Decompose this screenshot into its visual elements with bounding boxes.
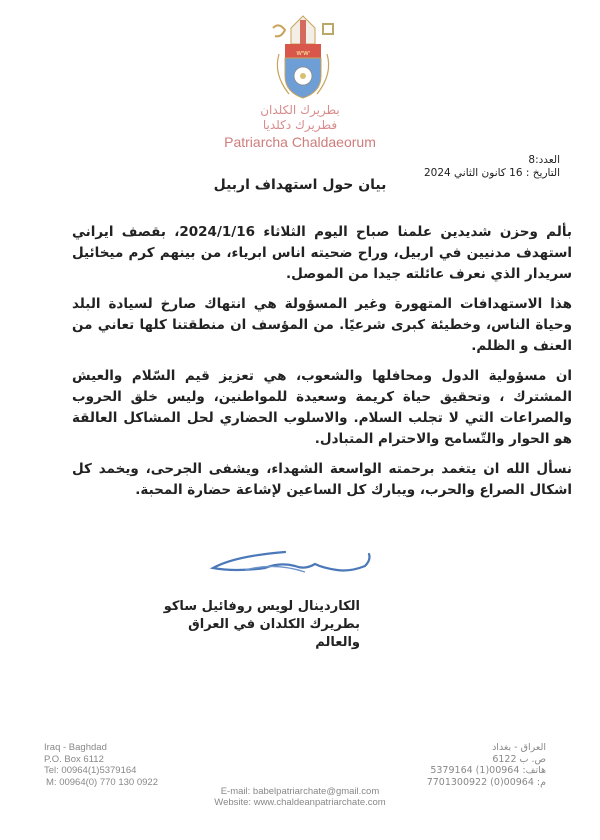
footer-address-english xyxy=(44,742,158,788)
patriarchate-crest-logo xyxy=(265,14,341,104)
footer-pobox: P.O. Box 6112 xyxy=(44,753,104,765)
letterhead-arabic-line1: بطريرك الكلدان xyxy=(260,103,340,117)
footer-mobile: M: 00964(0) 770 130 0922 xyxy=(46,776,158,788)
document-date: التاريخ : 16 كانون الثاني 2024 xyxy=(423,167,560,179)
footer-tel-ar: هاتف: 00964(1) 5379164 xyxy=(430,765,546,776)
footer-mobile-ar: م: 00964(0) 7701300922 xyxy=(426,776,546,788)
document-body xyxy=(72,222,572,510)
paragraph: نسأل الله ان يتغمد برحمته الواسعة الشهداء، ويشفى الجرحى، ويخمد كل اشكال الصراع والحرب، ويبارك كل الساعين لإشاعة حضارة المحبة. xyxy=(72,461,572,498)
paragraph: بألم وحزن شديدين علمنا صباح اليوم الثلاثاء 2024/1/16، بقصف ايراني استهدف مدنيين في اربيل، وراح ضحيته اناس ابرياء، من بينهم كرم ميخائيل سريدار الذي نعرف عائلته جيدا من الموصل. xyxy=(72,224,572,282)
document-number: العدد:8 xyxy=(528,154,560,166)
footer-website: Website: www.chaldeanpatriarchate.com xyxy=(214,797,386,808)
letterhead-latin-name: Patriarcha Chaldaeorum xyxy=(224,134,376,150)
footer-city-ar: العراق - بغداد xyxy=(492,742,546,753)
paragraph: ان مسؤولية الدول ومحافلها والشعوب، هي تعزيز قيم السّلام والعيش المشترك ، وتحقيق حياة كريمة وسعيدة للمواطنين، وليس خلق الحروب والصراعات التي لا تجلب السلام. والاسلوب الحضاري لحل المشاكل العالقة هو الحوار والتّسامح والاحترام المتبادل. xyxy=(72,368,572,447)
signer-title: بطريرك الكلدان في العراق والعالم xyxy=(188,617,360,650)
letterhead-arabic-line2: فطريرك دكلديا xyxy=(262,118,338,132)
handwritten-signature xyxy=(205,548,380,578)
footer-address-arabic xyxy=(427,742,546,788)
signer-name: الكاردينال لويس روفائيل ساكو xyxy=(163,599,360,614)
footer-city: Iraq - Baghdad xyxy=(44,742,107,753)
document-title: بيان حول استهداف اربيل xyxy=(213,177,387,193)
svg-text:ⱳⱳ: ⱳⱳ xyxy=(296,49,310,57)
signer-block xyxy=(150,598,360,652)
footer-email: E-mail: babelpatriarchate@gmail.com xyxy=(220,786,380,797)
footer-tel: Tel: 00964(1)5379164 xyxy=(44,765,137,776)
footer-contact xyxy=(0,786,600,808)
footer-pobox-ar: ص. ب 6122 xyxy=(492,753,546,765)
paragraph: هذا الاستهدافات المتهورة وغير المسؤولة هي انتهاك صارخ لسيادة البلد وحياة الناس، وخطيئة كبرى شرعيًا. من المؤسف ان منطقتنا كلها تعاني من العنف و الظلم. xyxy=(72,296,572,354)
